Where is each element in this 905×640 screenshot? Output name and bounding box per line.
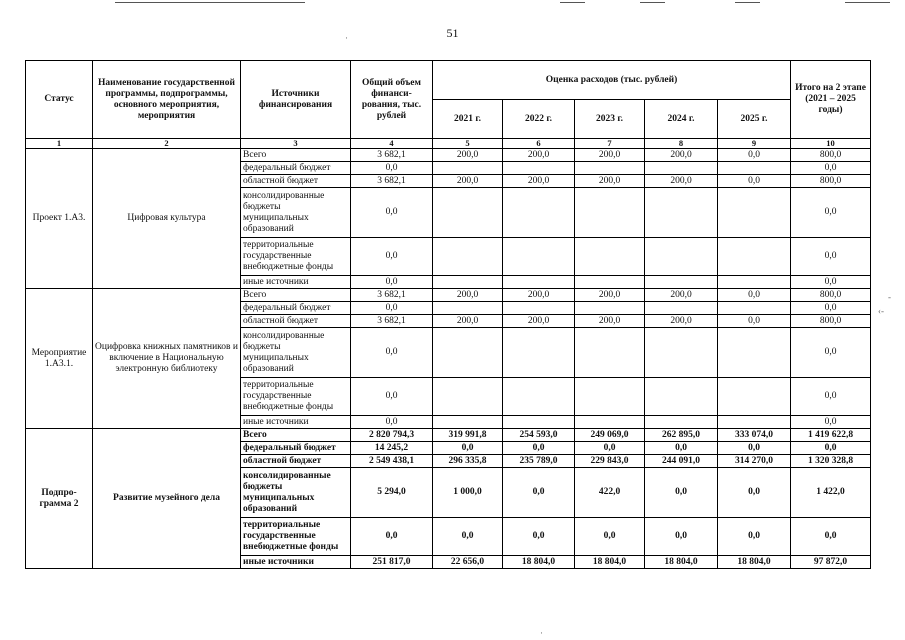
year-amount-cell <box>718 302 791 315</box>
table-row <box>26 289 871 302</box>
year-amount-cell: 200,0 <box>645 315 718 328</box>
year-amount-cell: 1 000,0 <box>433 468 503 518</box>
total-amount-cell: 0,0 <box>351 328 433 378</box>
year-amount-cell <box>503 188 575 238</box>
total-amount-cell: 3 682,1 <box>351 149 433 162</box>
funding-source-cell: Всего <box>241 289 351 302</box>
year-amount-cell <box>433 238 503 276</box>
year-amount-cell: 0,0 <box>575 518 645 556</box>
year-amount-cell: 422,0 <box>575 468 645 518</box>
year-amount-cell: 262 895,0 <box>645 429 718 442</box>
year-amount-cell <box>718 378 791 416</box>
funding-source-cell: иные источники <box>241 416 351 429</box>
page-number: 51 <box>446 26 459 40</box>
year-amount-cell: 0,0 <box>718 518 791 556</box>
year-amount-cell <box>718 328 791 378</box>
stage-total-cell: 0,0 <box>791 416 871 429</box>
program-name-cell: Развитие музейного дела <box>93 429 241 569</box>
funding-source-cell: Всего <box>241 429 351 442</box>
year-amount-cell <box>433 328 503 378</box>
year-amount-cell: 200,0 <box>645 289 718 302</box>
year-amount-cell: 200,0 <box>575 289 645 302</box>
year-amount-cell <box>433 188 503 238</box>
stage-total-cell: 0,0 <box>791 518 871 556</box>
total-amount-cell: 0,0 <box>351 518 433 556</box>
year-amount-cell: 200,0 <box>433 175 503 188</box>
year-amount-cell <box>575 188 645 238</box>
scan-speck: · <box>345 33 348 43</box>
stage-total-cell: 0,0 <box>791 442 871 455</box>
year-amount-cell: 0,0 <box>718 468 791 518</box>
header-status: Статус <box>26 61 93 139</box>
year-amount-cell <box>575 276 645 289</box>
year-amount-cell: 18 804,0 <box>575 556 645 569</box>
funding-source-cell: областной бюджет <box>241 315 351 328</box>
header-estimate: Оценка расходов (тыс. рублей) <box>433 61 791 100</box>
year-amount-cell: 200,0 <box>575 149 645 162</box>
year-amount-cell: 0,0 <box>575 442 645 455</box>
stage-total-cell: 1 419 622,8 <box>791 429 871 442</box>
year-amount-cell: 0,0 <box>718 175 791 188</box>
year-amount-cell: 0,0 <box>433 518 503 556</box>
year-amount-cell <box>645 416 718 429</box>
year-amount-cell: 319 991,8 <box>433 429 503 442</box>
total-amount-cell: 0,0 <box>351 162 433 175</box>
year-amount-cell <box>645 378 718 416</box>
year-amount-cell <box>433 378 503 416</box>
stage-total-cell: 800,0 <box>791 289 871 302</box>
year-amount-cell: 0,0 <box>645 442 718 455</box>
table-body <box>26 149 871 569</box>
year-amount-cell <box>645 276 718 289</box>
program-name-cell: Оцифровка книжных памятников и включение в Национальную электронную библиотеку <box>93 289 241 429</box>
stage-total-cell: 800,0 <box>791 175 871 188</box>
scan-speck: · <box>540 628 543 638</box>
status-cell: Проект 1.А3. <box>26 149 93 289</box>
year-amount-cell <box>645 302 718 315</box>
stage-total-cell: 0,0 <box>791 302 871 315</box>
year-amount-cell <box>433 162 503 175</box>
total-amount-cell: 251 817,0 <box>351 556 433 569</box>
scan-speck: - <box>888 292 891 302</box>
year-amount-cell <box>503 238 575 276</box>
stage-total-cell: 0,0 <box>791 162 871 175</box>
header-source: Источники финансирования <box>241 61 351 139</box>
year-amount-cell: 314 270,0 <box>718 455 791 468</box>
header-year: 2023 г. <box>575 100 645 139</box>
year-amount-cell: 0,0 <box>503 468 575 518</box>
year-amount-cell <box>645 238 718 276</box>
column-number: 5 <box>433 139 503 149</box>
year-amount-cell <box>575 378 645 416</box>
funding-source-cell: областной бюджет <box>241 455 351 468</box>
year-amount-cell: 200,0 <box>575 315 645 328</box>
stage-total-cell: 0,0 <box>791 276 871 289</box>
year-amount-cell <box>503 162 575 175</box>
year-amount-cell <box>718 416 791 429</box>
status-cell: Подпро-грамма 2 <box>26 429 93 569</box>
year-amount-cell: 200,0 <box>645 175 718 188</box>
year-amount-cell: 200,0 <box>503 149 575 162</box>
column-number: 8 <box>645 139 718 149</box>
header-year: 2022 г. <box>503 100 575 139</box>
column-number: 4 <box>351 139 433 149</box>
program-name-cell: Цифровая культура <box>93 149 241 289</box>
total-amount-cell: 0,0 <box>351 238 433 276</box>
year-amount-cell <box>433 276 503 289</box>
year-amount-cell: 296 335,8 <box>433 455 503 468</box>
stage-total-cell: 0,0 <box>791 188 871 238</box>
table-row <box>26 149 871 162</box>
year-amount-cell: 200,0 <box>433 149 503 162</box>
stage-total-cell: 800,0 <box>791 149 871 162</box>
funding-source-cell: консолидированные бюджеты муниципальных образований <box>241 188 351 238</box>
year-amount-cell: 249 069,0 <box>575 429 645 442</box>
year-amount-cell <box>433 302 503 315</box>
year-amount-cell: 0,0 <box>503 442 575 455</box>
year-amount-cell: 200,0 <box>645 149 718 162</box>
total-amount-cell: 3 682,1 <box>351 315 433 328</box>
stage-total-cell: 1 422,0 <box>791 468 871 518</box>
year-amount-cell <box>503 302 575 315</box>
year-amount-cell: 333 074,0 <box>718 429 791 442</box>
funding-source-cell: федеральный бюджет <box>241 162 351 175</box>
year-amount-cell <box>645 162 718 175</box>
column-number: 6 <box>503 139 575 149</box>
year-amount-cell: 200,0 <box>433 315 503 328</box>
table-row <box>26 429 871 442</box>
year-amount-cell: 0,0 <box>433 442 503 455</box>
year-amount-cell: 18 804,0 <box>503 556 575 569</box>
funding-source-cell: федеральный бюджет <box>241 442 351 455</box>
year-amount-cell: 235 789,0 <box>503 455 575 468</box>
year-amount-cell: 229 843,0 <box>575 455 645 468</box>
year-amount-cell <box>503 416 575 429</box>
total-amount-cell: 3 682,1 <box>351 289 433 302</box>
year-amount-cell <box>503 276 575 289</box>
column-number: 3 <box>241 139 351 149</box>
stage-total-cell: 0,0 <box>791 378 871 416</box>
scan-top-rule <box>735 2 760 3</box>
year-amount-cell <box>575 416 645 429</box>
total-amount-cell: 14 245,2 <box>351 442 433 455</box>
year-amount-cell: 0,0 <box>645 518 718 556</box>
funding-source-cell: территориальные государственные внебюджетные фонды <box>241 378 351 416</box>
year-amount-cell: 18 804,0 <box>718 556 791 569</box>
year-amount-cell <box>503 378 575 416</box>
year-amount-cell: 200,0 <box>575 175 645 188</box>
total-amount-cell: 0,0 <box>351 188 433 238</box>
stage-total-cell: 0,0 <box>791 238 871 276</box>
column-number: 1 <box>26 139 93 149</box>
year-amount-cell <box>433 416 503 429</box>
year-amount-cell: 0,0 <box>645 468 718 518</box>
total-amount-cell: 0,0 <box>351 302 433 315</box>
header-year: 2021 г. <box>433 100 503 139</box>
funding-source-cell: территориальные государственные внебюджетные фонды <box>241 518 351 556</box>
year-amount-cell: 200,0 <box>503 175 575 188</box>
funding-source-cell: Всего <box>241 149 351 162</box>
scan-top-rule <box>115 2 305 3</box>
header-year: 2024 г. <box>645 100 718 139</box>
total-amount-cell: 5 294,0 <box>351 468 433 518</box>
stage-total-cell: 97 872,0 <box>791 556 871 569</box>
year-amount-cell <box>575 238 645 276</box>
column-number: 10 <box>791 139 871 149</box>
year-amount-cell: 200,0 <box>503 289 575 302</box>
total-amount-cell: 0,0 <box>351 276 433 289</box>
stage-total-cell: 0,0 <box>791 328 871 378</box>
column-number: 2 <box>93 139 241 149</box>
year-amount-cell <box>575 302 645 315</box>
year-amount-cell: 254 593,0 <box>503 429 575 442</box>
year-amount-cell <box>575 162 645 175</box>
year-amount-cell <box>575 328 645 378</box>
funding-source-cell: областной бюджет <box>241 175 351 188</box>
year-amount-cell: 0,0 <box>718 289 791 302</box>
header-year: 2025 г. <box>718 100 791 139</box>
scan-top-rule <box>560 2 585 3</box>
year-amount-cell: 0,0 <box>718 442 791 455</box>
stage-total-cell: 800,0 <box>791 315 871 328</box>
status-cell: Мероприятие 1.А3.1. <box>26 289 93 429</box>
header-name: Наименование государственной программы, подпрограммы, основного мероприятия, мероприятия <box>93 61 241 139</box>
column-number: 9 <box>718 139 791 149</box>
year-amount-cell <box>718 238 791 276</box>
scan-speck: ‹- <box>878 306 884 316</box>
year-amount-cell <box>718 188 791 238</box>
funding-source-cell: иные источники <box>241 556 351 569</box>
year-amount-cell <box>503 328 575 378</box>
total-amount-cell: 0,0 <box>351 416 433 429</box>
year-amount-cell <box>645 188 718 238</box>
year-amount-cell: 244 091,0 <box>645 455 718 468</box>
year-amount-cell <box>718 162 791 175</box>
year-amount-cell: 0,0 <box>503 518 575 556</box>
total-amount-cell: 2 549 438,1 <box>351 455 433 468</box>
year-amount-cell: 18 804,0 <box>645 556 718 569</box>
funding-source-cell: федеральный бюджет <box>241 302 351 315</box>
funding-source-cell: иные источники <box>241 276 351 289</box>
stage-total-cell: 1 320 328,8 <box>791 455 871 468</box>
total-amount-cell: 0,0 <box>351 378 433 416</box>
year-amount-cell: 0,0 <box>718 149 791 162</box>
year-amount-cell: 200,0 <box>503 315 575 328</box>
budget-table <box>25 60 871 569</box>
total-amount-cell: 3 682,1 <box>351 175 433 188</box>
funding-source-cell: территориальные государственные внебюджетные фонды <box>241 238 351 276</box>
scan-top-rule <box>845 2 890 3</box>
year-amount-cell <box>718 276 791 289</box>
year-amount-cell <box>645 328 718 378</box>
column-number: 7 <box>575 139 645 149</box>
scan-top-rule <box>640 2 665 3</box>
funding-source-cell: консолидированные бюджеты муниципальных образований <box>241 328 351 378</box>
year-amount-cell: 200,0 <box>433 289 503 302</box>
header-total: Общий объем финанси-рования, тыс. рублей <box>351 61 433 139</box>
header-stage-total: Итого на 2 этапе (2021 – 2025 годы) <box>791 61 871 139</box>
total-amount-cell: 2 820 794,3 <box>351 429 433 442</box>
funding-source-cell: консолидированные бюджеты муниципальных образований <box>241 468 351 518</box>
year-amount-cell: 0,0 <box>718 315 791 328</box>
year-amount-cell: 22 656,0 <box>433 556 503 569</box>
